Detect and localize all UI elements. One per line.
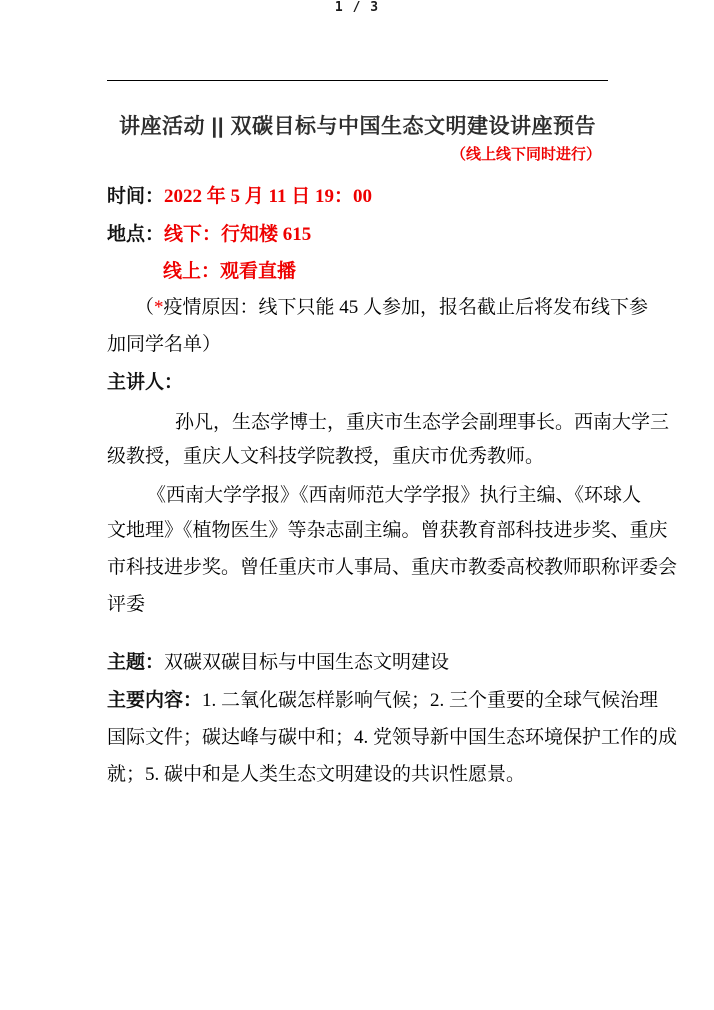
time-label: 时间： bbox=[107, 186, 165, 207]
content-label: 主要内容： bbox=[107, 690, 203, 711]
place-label: 地点： bbox=[107, 224, 165, 245]
topic-row bbox=[107, 652, 449, 675]
place-online-row bbox=[163, 261, 296, 284]
page-number: 1 / 3 bbox=[334, 0, 380, 15]
notice-asterisk: * bbox=[154, 297, 164, 318]
header-divider-rule bbox=[107, 80, 608, 81]
content-line-2: 国际文件；碳达峰与碳中和；4. 党领导新中国生态环境保护工作的成 bbox=[107, 727, 678, 748]
time-row bbox=[107, 186, 372, 209]
speaker-bio2-line-1: 《西南大学学报》《西南师范大学学报》执行主编、《环球人 bbox=[147, 485, 642, 506]
speaker-bio2-line-2: 文地理》《植物医生》等杂志副主编。曾获教育部科技进步奖、重庆 bbox=[107, 520, 668, 541]
speaker-bio1-line-1: 孙凡，生态学博士，重庆市生态学会副理事长。西南大学三 bbox=[175, 412, 670, 433]
notice-line-1 bbox=[135, 297, 648, 320]
speaker-heading-label: 主讲人： bbox=[107, 372, 184, 393]
speaker-bio2-line-3: 市科技进步奖。曾任重庆市人事局、重庆市教委高校教师职称评委会 bbox=[107, 557, 678, 578]
content-line-1-text: 1. 二氧化碳怎样影响气候；2. 三个重要的全球气候治理 bbox=[202, 690, 659, 711]
speaker-bio2-line-4: 评委 bbox=[107, 594, 146, 615]
content-line-3: 就；5. 碳中和是人类生态文明建设的共识性愿景。 bbox=[107, 764, 526, 785]
speaker-bio1-line-2: 级教授，重庆人文科技学院教授，重庆市优秀教师。 bbox=[107, 446, 545, 467]
topic-value: 双碳双碳目标与中国生态文明建设 bbox=[164, 652, 450, 673]
place-online-value: 线上：观看直播 bbox=[163, 261, 297, 282]
notice-line-2: 加同学名单） bbox=[107, 334, 222, 355]
document-title: 讲座活动 || 双碳目标与中国生态文明建设讲座预告 bbox=[119, 115, 596, 138]
place-row bbox=[107, 224, 311, 247]
content-line-1 bbox=[107, 690, 658, 713]
speaker-heading bbox=[107, 372, 183, 395]
document-subtitle-note: （线上线下同时进行） bbox=[450, 146, 601, 163]
topic-label: 主题： bbox=[107, 652, 165, 673]
place-offline-value: 线下：行知楼 615 bbox=[164, 224, 312, 245]
notice-open-paren: （ bbox=[135, 297, 155, 318]
time-value: 2022 年 5 月 11 日 19：00 bbox=[164, 186, 372, 207]
notice-line-1-text: 疫情原因：线下只能 45 人参加，报名截止后将发布线下参 bbox=[163, 297, 649, 318]
